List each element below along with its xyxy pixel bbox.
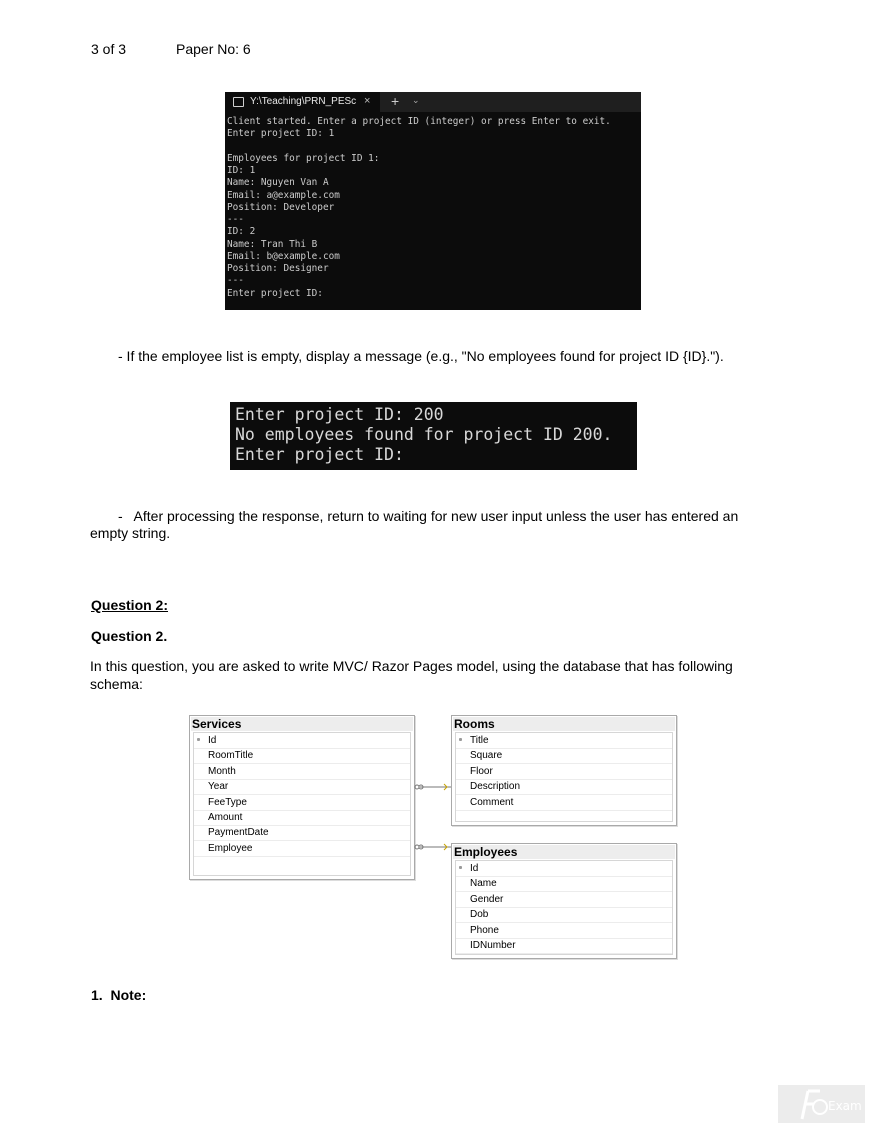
column-name: Square — [470, 750, 503, 762]
table-column-row — [194, 825, 410, 841]
table-column-row — [456, 907, 672, 923]
column-name: Month — [208, 765, 236, 777]
table-rooms — [451, 715, 677, 826]
table-column-row — [194, 748, 410, 764]
question-heading: Question 2: — [91, 597, 169, 613]
terminal-tab[interactable] — [225, 92, 380, 112]
question-subheading: Question 2. — [91, 628, 168, 644]
empty-list-instruction: - If the employee list is empty, display a message (e.g., "No employees found for project ID {ID}."). — [118, 348, 724, 364]
question-description-line2: schema: — [90, 676, 143, 692]
primary-key-icon — [459, 738, 462, 741]
table-title: Rooms — [453, 717, 675, 731]
column-name: Description — [470, 781, 521, 793]
terminal-window-empty-result — [230, 402, 637, 470]
relationship-services-employees — [415, 844, 451, 850]
column-name: Comment — [470, 796, 514, 808]
column-list — [193, 732, 411, 876]
table-column-row — [456, 764, 672, 780]
table-column-row — [194, 764, 410, 780]
terminal-tab-title: Y:\Teaching\PRN_PESc — [250, 96, 357, 107]
table-title: Services — [191, 717, 413, 731]
table-services — [189, 715, 415, 880]
terminal-window — [225, 92, 641, 310]
column-name: Id — [208, 735, 217, 746]
column-list — [455, 860, 673, 955]
column-name: Title — [470, 735, 489, 746]
column-name: Gender — [470, 893, 504, 905]
primary-key-icon — [197, 738, 200, 741]
watermark-logo — [778, 1085, 865, 1123]
terminal-output: Client started. Enter a project ID (integer) or press Enter to exit. Enter project ID: 1 Employees for project ID 1: ID: 1 Name: Nguyen Van A Email: a@example.com Position: Developer --- ID: 2 Name: Tran Thi B Email: b@example.com Position: Designer --- Enter project ID: — [227, 116, 611, 299]
table-column-row — [456, 923, 672, 939]
column-name: Dob — [470, 909, 489, 921]
table-column-row — [194, 841, 410, 857]
table-employees — [451, 843, 677, 959]
terminal-tab-bar — [225, 92, 641, 112]
table-column-row — [194, 779, 410, 795]
column-name: Id — [470, 863, 479, 874]
column-name: Name — [470, 878, 497, 890]
table-column-row — [194, 795, 410, 811]
paper-number: Paper No: 6 — [176, 41, 251, 57]
relationship-lines — [410, 780, 460, 852]
column-name: Employee — [208, 842, 253, 854]
column-name: RoomTitle — [208, 750, 254, 762]
page-number: 3 of 3 — [91, 41, 127, 57]
column-name: PaymentDate — [208, 827, 269, 839]
loop-instruction-line1: - After processing the response, return to waiting for new user input unless the user has entered an — [118, 508, 739, 524]
column-name: Phone — [470, 924, 499, 936]
loop-instruction-line2: empty string. — [90, 525, 171, 541]
column-name: IDNumber — [470, 940, 516, 951]
table-column-row — [456, 938, 672, 954]
many-end-icon — [415, 785, 419, 789]
column-name: Year — [208, 781, 229, 793]
new-tab-icon[interactable]: + — [391, 93, 400, 109]
table-column-row — [456, 795, 672, 811]
relationship-services-rooms — [415, 784, 451, 790]
watermark-text: Exam — [828, 1099, 862, 1113]
table-title: Employees — [453, 845, 675, 859]
table-column-row — [456, 748, 672, 764]
terminal-output-empty: Enter project ID: 200 No employees found for project ID 200. Enter project ID: — [235, 405, 613, 464]
many-end-icon — [415, 845, 419, 849]
table-column-row — [194, 810, 410, 826]
table-column-row — [456, 876, 672, 892]
close-icon[interactable]: × — [364, 95, 371, 107]
chevron-down-icon[interactable]: ⌄ — [412, 95, 420, 105]
table-column-row — [456, 861, 672, 877]
primary-key-icon — [459, 866, 462, 869]
column-name: Amount — [208, 812, 243, 823]
column-name: FeeType — [208, 796, 247, 808]
question-description-line1: In this question, you are asked to write MVC/ Razor Pages model, using the database that has following — [90, 658, 733, 674]
terminal-icon — [233, 97, 244, 107]
column-name: Floor — [470, 765, 493, 777]
table-column-row — [194, 733, 410, 749]
table-column-row — [456, 779, 672, 795]
note-heading: 1. Note: — [91, 987, 147, 1003]
table-column-row — [456, 892, 672, 908]
column-list — [455, 732, 673, 822]
table-column-row — [456, 733, 672, 749]
